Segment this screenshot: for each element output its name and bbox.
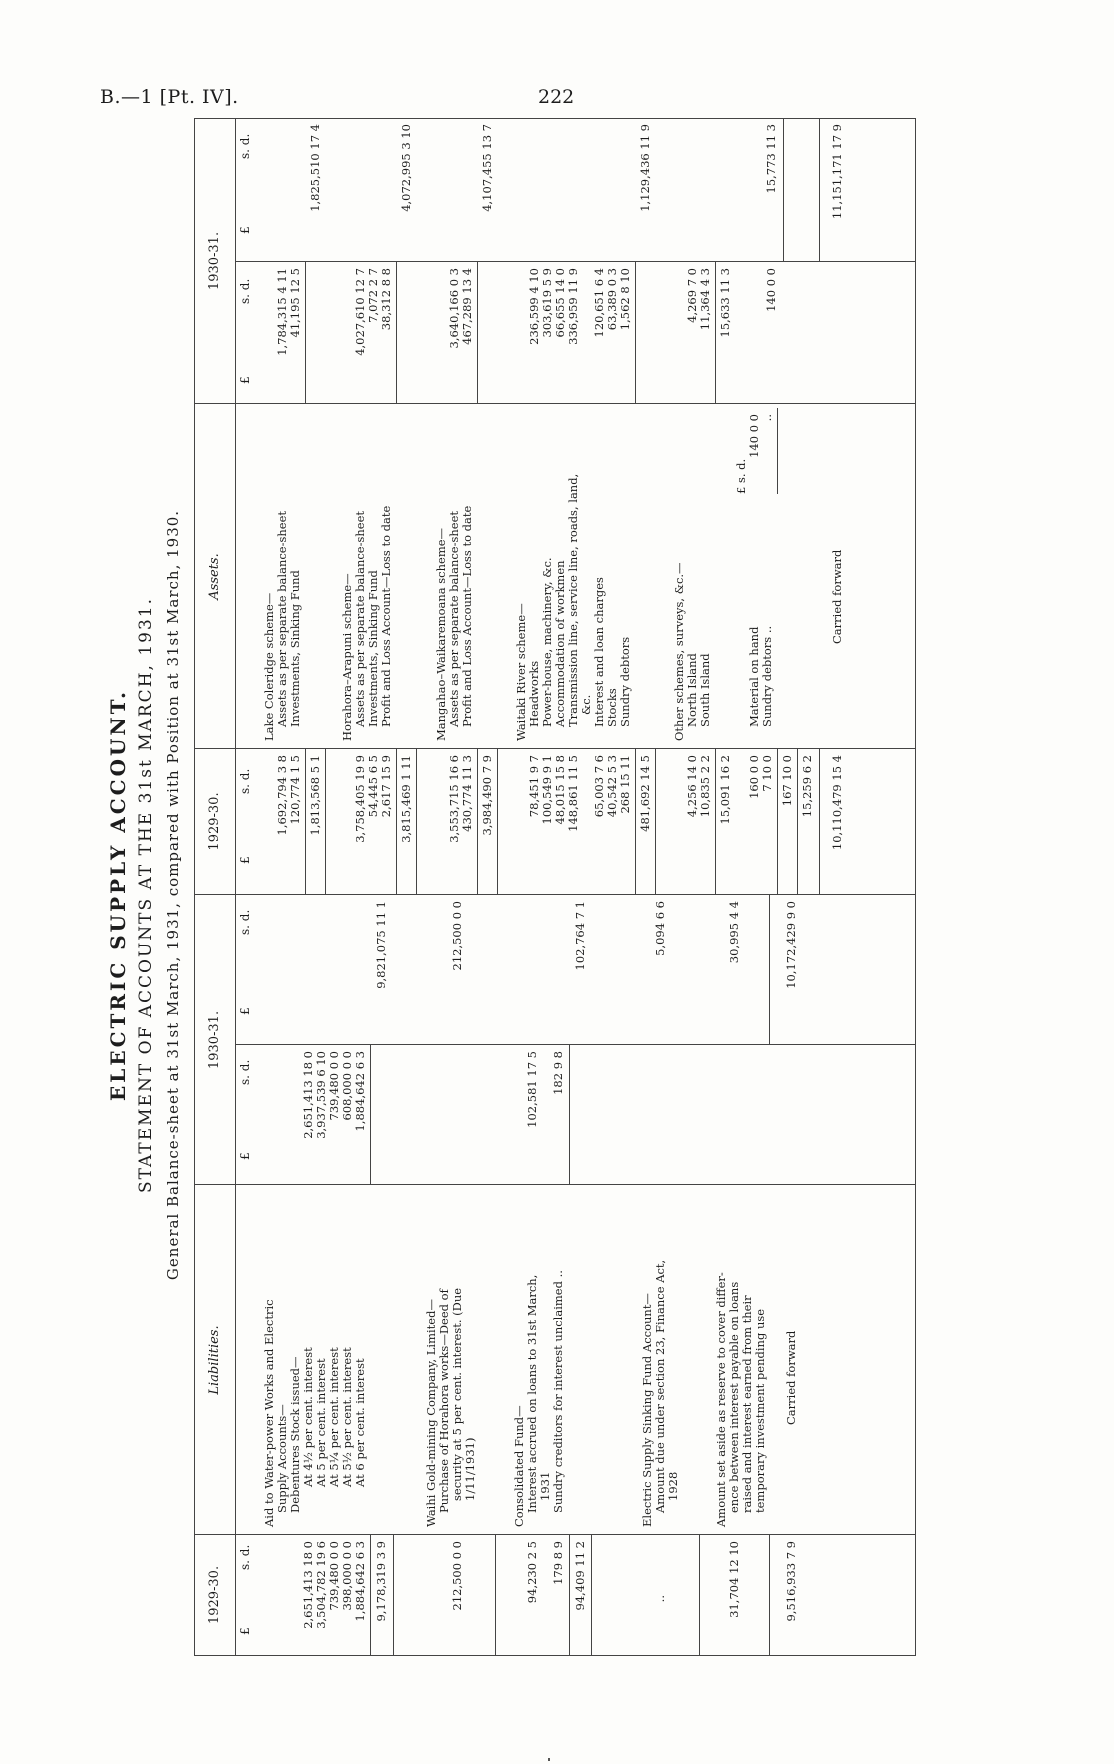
hora-title: Horahora–Arapuni scheme— — [340, 573, 354, 741]
balance-sheet — [102, 90, 922, 1700]
liab-col-desc: Liabilities. — [207, 1325, 222, 1395]
waitaki-line: Stocks — [605, 688, 619, 727]
hora-line: Assets as per separate balance-sheet — [353, 510, 367, 727]
waitaki-1930: 63,389 0 3 — [605, 268, 619, 331]
page-reference: B.—1 [Pt. IV]. — [100, 86, 239, 108]
waitaki-1930: 120,651 6 4 — [592, 268, 606, 338]
liabilities-section — [195, 895, 915, 1655]
mang-total-1929: 3,984,490 7 9 — [480, 755, 494, 836]
other-total-1930: 15,633 11 3 — [718, 268, 732, 338]
sinking-1929: .. — [653, 1595, 667, 1603]
hora-total-1929: 3,815,469 1 11 — [399, 755, 413, 843]
sundry-1930: 182 9 8 — [551, 1051, 565, 1095]
hora-total-1930: 4,072,995 3 10 — [399, 124, 413, 212]
assets-col-1929: 1929-30. — [207, 792, 222, 851]
debentures-label: Debentures Stock issued— — [288, 1356, 302, 1513]
sinking-1930: 5,094 6 6 — [653, 901, 667, 956]
mang-title: Mangahao–Waikaremoana scheme— — [434, 527, 448, 741]
consolidated-title: Consolidated Fund— — [512, 1405, 526, 1527]
sinking-title: Electric Supply Sinking Fund Account— — [640, 1293, 654, 1527]
waitaki-1929: 40,542 5 3 — [605, 755, 619, 818]
hora-1929: 54,445 6 5 — [366, 755, 380, 818]
assets-carried-1930: 11,151,171 17 9 — [830, 124, 844, 220]
main-title: ELECTRIC SUPPLY ACCOUNT. — [106, 689, 130, 1101]
interest-label-2: 1931 — [538, 1471, 552, 1501]
aid-title: Aid to Water-power Works and Electric — [262, 1299, 276, 1527]
scan-mark — [548, 1758, 550, 1761]
stock-1930: 2,651,413 18 0 — [301, 1051, 315, 1139]
assets-carried-1929: 10,110,479 15 4 — [830, 755, 844, 851]
waitaki-1929: 268 15 11 — [618, 755, 632, 814]
waitaki-1930: 1,562 8 10 — [618, 268, 632, 331]
waitaki-1929: 48,015 15 8 — [553, 755, 567, 825]
page-number: 222 — [538, 86, 575, 108]
other-1929: 10,835 2 2 — [698, 755, 712, 818]
liab-col-1929: 1929-30. — [207, 1565, 222, 1625]
material-inner: 140 0 0 — [747, 414, 761, 458]
mang-line: Assets as per separate balance-sheet — [447, 510, 461, 727]
other-title: Other schemes, surveys, &c.— — [672, 562, 686, 741]
lake-line: Assets as per separate balance-sheet — [275, 510, 289, 727]
assets-col-1930: 1930-31. — [207, 231, 222, 291]
stock-label: At 5½ per cent. interest — [340, 1347, 354, 1487]
reserve-line: ence between interest payable on loans — [727, 1281, 741, 1513]
other-grand-1929: 15,259 6 2 — [800, 755, 814, 818]
other-grand-1930: 15,773 11 3 — [764, 124, 778, 194]
stock-total-1930: 9,821,075 11 1 — [374, 901, 388, 989]
stock-1929: 3,504,782 19 6 — [314, 1541, 328, 1629]
mang-line: Profit and Loss Account—Loss to date — [460, 505, 474, 727]
waitaki-1929: 78,451 9 7 — [527, 755, 541, 818]
liab-units: £ s. d. £ s. d. £ s. d. — [238, 909, 252, 1635]
reserve-1929: 31,704 12 10 — [727, 1541, 741, 1618]
stock-1930: 1,884,642 6 3 — [353, 1051, 367, 1132]
material-inner: .. — [760, 414, 774, 422]
assets-carried-label: Carried forward — [830, 549, 844, 644]
liab-col-1930: 1930-31. — [207, 1010, 222, 1070]
material-line: Material on hand — [747, 626, 761, 727]
waitaki-1930: 66,655 14 0 — [553, 268, 567, 338]
other-1930: 4,269 7 0 — [685, 268, 699, 323]
mang-1930: 3,640,166 0 3 — [447, 268, 461, 349]
material-units: £ s. d. — [734, 458, 748, 494]
hora-1929: 3,758,405 19 9 — [353, 755, 367, 843]
waitaki-line: Power-house, machinery, &c. — [540, 557, 554, 727]
waitaki-total-1930: 1,129,436 11 9 — [638, 124, 652, 212]
stock-label: At 5 per cent. interest — [314, 1358, 328, 1487]
material-1930: 140 0 0 — [764, 268, 778, 312]
waitaki-1929: 100,549 9 1 — [540, 755, 554, 825]
hora-line: Profit and Loss Account—Loss to date — [379, 505, 393, 727]
lake-total-1929: 1,813,568 5 1 — [308, 755, 322, 836]
lake-1930: 1,784,315 4 11 — [275, 268, 289, 356]
hora-1930: 38,312 8 8 — [379, 268, 393, 331]
lake-line: Investments, Sinking Fund — [288, 570, 302, 727]
stock-label: At 5¼ per cent. interest — [327, 1347, 341, 1487]
assets-col-desc: Assets. — [207, 553, 222, 600]
stock-1929: 739,480 0 0 — [327, 1541, 341, 1611]
material-total-1929: 167 10 0 — [780, 755, 794, 807]
statement-title: STATEMENT OF ACCOUNTS AT THE 31st MARCH, 1931. — [136, 597, 156, 1193]
stock-1929: 1,884,642 6 3 — [353, 1541, 367, 1622]
liab-carried-1929: 9,516,933 7 9 — [784, 1541, 798, 1622]
waitaki-1930: 236,599 4 10 — [527, 268, 541, 345]
lake-1930: 41,195 12 5 — [288, 268, 302, 338]
assets-header — [195, 118, 236, 894]
assets-section — [195, 118, 915, 895]
waitaki-1930: 336,959 11 9 — [566, 268, 580, 345]
other-line: South Island — [698, 653, 712, 727]
interest-1929: 94,230 2 5 — [525, 1541, 539, 1604]
accounts-table — [194, 118, 916, 1656]
waihi-title: Waihi Gold-mining Company, Limited— — [424, 1299, 438, 1527]
hora-1930: 4,027,610 12 7 — [353, 268, 367, 356]
waihi-line: 1/11/1931) — [463, 1437, 477, 1501]
liab-carried-label: Carried forward — [784, 1330, 798, 1425]
stock-label: At 4½ per cent. interest — [301, 1347, 315, 1487]
hora-line: Investments, Sinking Fund — [366, 570, 380, 727]
stock-1930: 608,000 0 0 — [340, 1051, 354, 1121]
cons-total-1930: 102,764 7 1 — [573, 901, 587, 971]
stock-1930: 739,480 0 0 — [327, 1051, 341, 1121]
mang-1929: 3,553,715 16 6 — [447, 755, 461, 843]
waitaki-line: Accommodation of workmen — [553, 560, 567, 727]
lake-total-1930: 1,825,510 17 4 — [308, 124, 322, 212]
interest-label: Interest accrued on loans to 31st March, — [525, 1274, 539, 1513]
waitaki-line: Interest and loan charges — [592, 577, 606, 727]
waitaki-title: Waitaki River scheme— — [514, 603, 528, 741]
mang-total-1930: 4,107,455 13 7 — [480, 124, 494, 212]
hora-1930: 7,072 2 7 — [366, 268, 380, 323]
waihi-line: security at 5 per cent. interest. (Due — [450, 1287, 464, 1501]
cons-total-1929: 94,409 11 2 — [573, 1541, 587, 1611]
waitaki-line: Sundry debtors — [618, 636, 632, 727]
waihi-line: Purchase of Horahora works—Deed of — [437, 1289, 451, 1513]
waitaki-1930: 303,619 5 9 — [540, 268, 554, 338]
reserve-line: Amount set aside as reserve to cover differ- — [714, 1272, 728, 1527]
other-total-1929: 15,091 16 2 — [718, 755, 732, 825]
waitaki-line: Headworks — [527, 660, 541, 727]
lake-title: Lake Coleridge scheme— — [262, 592, 276, 741]
stock-label: At 6 per cent. interest — [353, 1358, 367, 1487]
reserve-line: temporary investment pending use — [753, 1308, 767, 1513]
lake-1929: 120,774 1 5 — [288, 755, 302, 825]
liab-carried-1930: 10,172,429 9 0 — [784, 901, 798, 989]
balance-sheet-title: General Balance-sheet at 31st March, 1931, compared with Position at 31st March, 1930. — [164, 509, 182, 1281]
waitaki-1929: 148,861 11 5 — [566, 755, 580, 832]
reserve-line: raised and interest earned from their — [740, 1295, 754, 1513]
hora-1929: 2,617 15 9 — [379, 755, 393, 818]
sundry-label: Sundry creditors for interest unclaimed .. — [551, 1270, 565, 1513]
mang-1930: 467,289 13 4 — [460, 268, 474, 345]
material-1929: 160 0 0 — [747, 755, 761, 799]
stock-1930: 3,937,539 6 10 — [314, 1051, 328, 1139]
sundry-1929: 179 8 9 — [551, 1541, 565, 1585]
waitaki-line: Transmission line, service line, roads, land, — [566, 473, 580, 727]
aid-title-2: Supply Accounts— — [275, 1404, 289, 1513]
stock-1929: 398,000 0 0 — [340, 1541, 354, 1611]
material-line: Sundry debtors .. — [760, 625, 774, 727]
other-1930: 11,364 4 3 — [698, 268, 712, 331]
liabilities-header — [195, 895, 236, 1655]
assets-units: £ s. d. £ s. d. £ s. d. — [238, 133, 252, 864]
sinking-line: 1928 — [666, 1471, 680, 1501]
reserve-1930: 30,995 4 4 — [727, 901, 741, 964]
mang-1929: 430,774 11 3 — [460, 755, 474, 832]
stock-total-1929: 9,178,319 3 9 — [374, 1541, 388, 1622]
other-line: North Island — [685, 653, 699, 727]
lake-1929: 1,692,794 3 8 — [275, 755, 289, 836]
interest-1930: 102,581 17 5 — [525, 1051, 539, 1128]
material-1929: 7 10 0 — [760, 755, 774, 792]
stock-1929: 2,651,413 18 0 — [301, 1541, 315, 1629]
other-1929: 4,256 14 0 — [685, 755, 699, 818]
sinking-line: Amount due under section 23, Finance Act, — [653, 1259, 667, 1513]
waitaki-line: &c. — [579, 694, 593, 715]
waihi-1929: 212,500 0 0 — [450, 1541, 464, 1611]
waitaki-total-1929: 481,692 14 5 — [638, 755, 652, 832]
waihi-1930: 212,500 0 0 — [450, 901, 464, 971]
waitaki-1929: 65,003 7 6 — [592, 755, 606, 818]
